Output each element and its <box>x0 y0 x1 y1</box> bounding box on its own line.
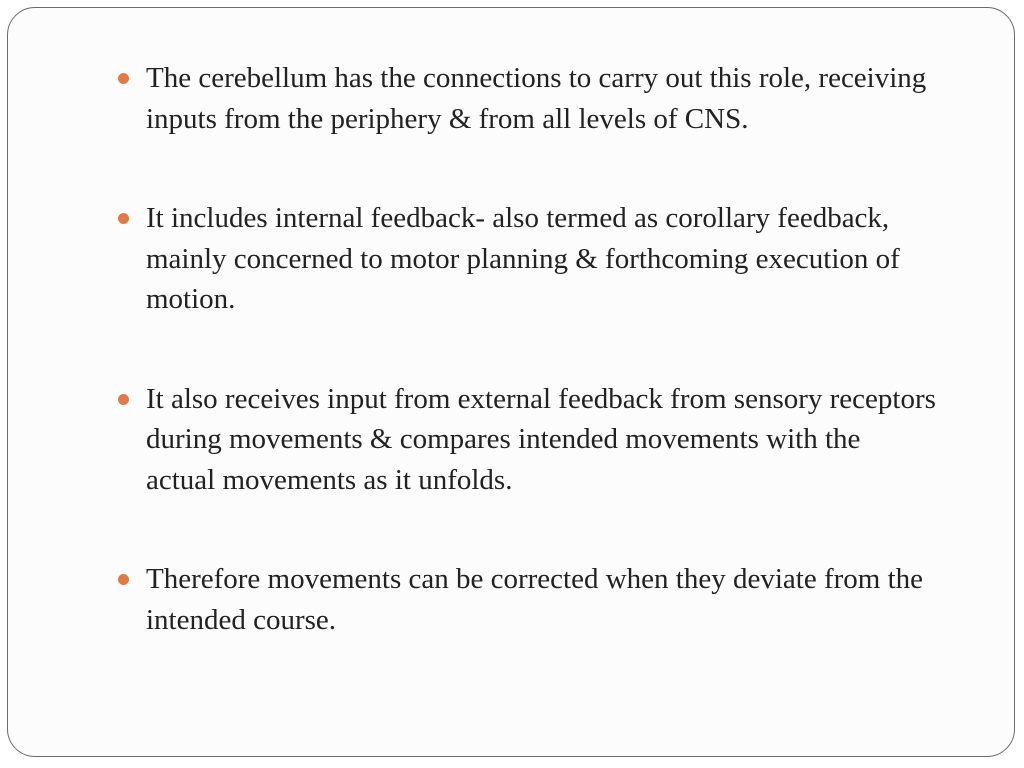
bullet-dot-icon <box>118 213 129 224</box>
bullet-list <box>116 58 936 640</box>
bullet-dot-icon <box>118 574 129 585</box>
slide-frame <box>7 7 1015 757</box>
bullet-dot-icon <box>118 73 129 84</box>
bullet-text: The cerebellum has the connections to carry out this role, receiving inputs from the periphery & from all levels of CNS. <box>146 62 927 135</box>
bullet-item-1 <box>116 58 936 139</box>
bullet-item-4 <box>116 559 936 640</box>
bullet-item-3 <box>116 379 936 501</box>
bullet-text: It includes internal feedback- also termed as corollary feedback, mainly concerned to motor planning & forthcoming execution of motion. <box>146 202 900 315</box>
bullet-item-2 <box>116 198 936 320</box>
bullet-text: Therefore movements can be corrected when they deviate from the intended course. <box>146 563 923 636</box>
bullet-dot-icon <box>118 394 129 405</box>
bullet-text: It also receives input from external feedback from sensory receptors during movements & compares intended movements with the actual movements as it unfolds. <box>146 382 936 496</box>
